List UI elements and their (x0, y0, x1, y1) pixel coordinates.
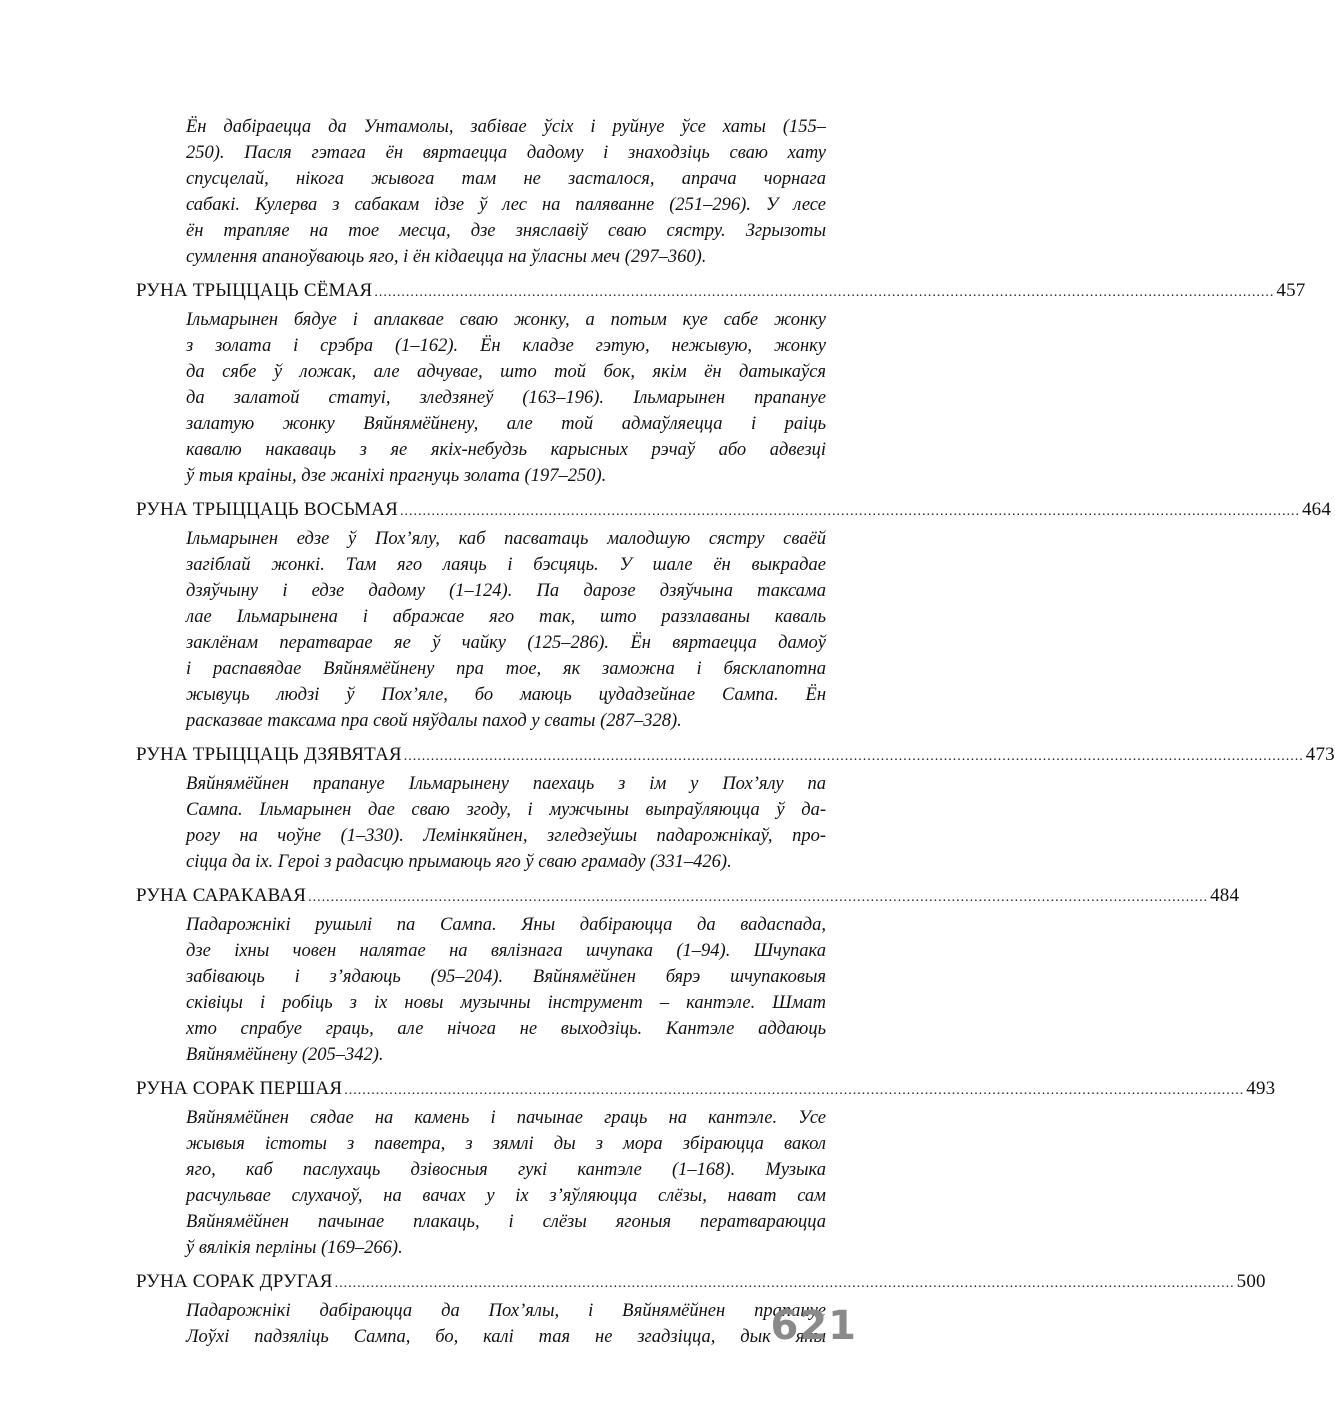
description-line: загіблай жонкі. Там яго лаяць і бэсцяць. У шале ён выкрадае (186, 555, 826, 575)
description-line: Лоўхі падзяліць Сампа, бо, калі тая не згадзіцца, дык яны (186, 1327, 826, 1347)
description-line: расказвае таксама пра свой няўдалы паход у сваты (287–328). (186, 711, 682, 731)
description-line: Ён дабіраецца да Унтамолы, забівае ўсіх і руйнуе ўсе хаты (155– (186, 117, 826, 137)
dot-leader: ........................................................................................................................................................................................................ (308, 890, 1209, 905)
chapter-summary (186, 1298, 826, 1350)
chapter-title: РУНА СОРАК ПЕРШАЯ (136, 1078, 343, 1099)
description-line: спусцелай, нікога жывога там не засталося, апрача чорнага (186, 169, 826, 189)
toc-entries (136, 277, 1335, 1350)
description-line: Падарожнікі рушылі па Сампа. Яны дабіраюцца да вадаспада, (186, 915, 826, 935)
description-line: Сампа. Ільмарынен дае сваю згоду, і мужчыны выпраўляюцца ў да- (186, 800, 826, 820)
description-line: Ільмарынен бядуе і аплаквае сваю жонку, а потым куе сабе жонку (186, 310, 826, 330)
chapter-title: РУНА СОРАК ДРУГАЯ (136, 1271, 333, 1292)
description-line: расчульвае слухачоў, на вачах у іх з’яўляюцца слёзы, нават сам (186, 1186, 826, 1206)
description-line: Падарожнікі дабіраюцца да Пох’ялы, і Вяйнямёйнен прапануе (186, 1301, 826, 1321)
description-line: лае Ільмарынена і абражае яго так, што раззлаваны каваль (186, 607, 826, 627)
chapter-title: РУНА САРАКАВАЯ (136, 885, 307, 906)
chapter-summary (186, 912, 826, 1068)
toc-entry (136, 741, 1335, 875)
chapter-page-number: 500 (1236, 1271, 1266, 1292)
description-line: да залатой статуі, зледзянеў (163–196). Ільмарынен прапануе (186, 388, 826, 408)
description-line: ў тыя краіны, дзе жаніхі прагнуць золата (197–250). (186, 466, 607, 486)
chapter-summary (186, 307, 826, 489)
description-line: ў вялікія перліны (169–266). (186, 1238, 403, 1258)
chapter-summary (186, 1105, 826, 1261)
chapter-page-number: 457 (1276, 280, 1306, 301)
toc-entry (136, 1075, 1276, 1261)
chapter-title: РУНА ТРЫЦЦАЦЬ СЁМАЯ (136, 280, 373, 301)
toc-entry-heading (136, 1075, 1276, 1105)
chapter-page-number: 464 (1301, 499, 1332, 520)
chapter-summary (186, 771, 826, 875)
description-line: хто спрабуе граць, але нічога не выходзіць. Кантэле аддаюць (186, 1019, 826, 1039)
toc-entry (136, 277, 1306, 489)
description-line: дзе іхны човен налятае на вялізнага шчупака (1–94). Шчупака (186, 941, 826, 961)
chapter-summary (186, 526, 826, 734)
description-line: Вяйнямёйнен сядае на камень і пачынае граць на кантэле. Усе (186, 1108, 826, 1128)
toc-entry-heading (136, 277, 1306, 307)
description-line: Ільмарынен едзе ў Пох’ялу, каб пасватаць малодшую сястру сваёй (186, 529, 826, 549)
description-line: заклёнам ператварае яе ў чайку (125–286). Ён вяртаецца дамоў (186, 633, 826, 653)
toc-entry-heading (136, 741, 1335, 771)
dot-leader: ........................................................................................................................................................................................................ (399, 504, 1300, 519)
toc-entry (136, 496, 1332, 734)
description-line: Вяйнямёйнен пачынае плакаць, і слёзы ягоныя ператвараюцца (186, 1212, 826, 1232)
toc-entry-heading (136, 1268, 1266, 1298)
chapter-title: РУНА ТРЫЦЦАЦЬ ВОСЬМАЯ (136, 499, 398, 520)
description-line: Вяйнямёйнену (205–342). (186, 1045, 384, 1065)
dot-leader: ........................................................................................................................................................................................................ (374, 285, 1275, 300)
description-line: сумлення апаноўваюць яго, і ён кідаецца на ўласны меч (297–360). (186, 247, 707, 267)
chapter-page-number: 484 (1210, 885, 1240, 906)
toc-entry (136, 882, 1240, 1068)
dot-leader: ........................................................................................................................................................................................................ (403, 749, 1304, 764)
description-line: рогу на чоўне (1–330). Лемінкяйнен, згледзеўшы падарожнікаў, про- (186, 826, 826, 846)
toc-entry-heading (136, 496, 1332, 526)
toc-entry-heading (136, 882, 1240, 912)
description-line: 250). Пасля гэтага ён вяртаецца дадому і знаходзіць сваю хату (186, 143, 826, 163)
description-line: залатую жонку Вяйнямёйнену, але той адмаўляецца і раіць (186, 414, 826, 434)
description-line: забіваюць і з’ядаюць (95–204). Вяйнямёйнен бярэ шчупаковыя (186, 967, 826, 987)
chapter-page-number: 473 (1305, 744, 1335, 765)
description-line: сківіцы і робіць з іх новы музычны інструмент – кантэле. Шмат (186, 993, 826, 1013)
toc-entry (136, 1268, 1266, 1350)
description-line: дзяўчыну і едзе дадому (1–124). Па дарозе дзяўчына таксама (186, 581, 826, 601)
description-line: ён трапляе на тое месца, дзе зняславіў сваю сястру. Згрызоты (186, 221, 826, 241)
description-line: Вяйнямёйнен прапануе Ільмарынену паехаць з ім у Пох’ялу па (186, 774, 826, 794)
intro-description (186, 114, 826, 270)
page-number: 621 (770, 1303, 857, 1349)
description-line: сіцца да іх. Героі з радасцю прымаюць яго ў сваю грамаду (331–426). (186, 852, 732, 872)
description-line: жывуць людзі ў Пох’яле, бо маюць цудадзейнае Сампа. Ён (186, 685, 826, 705)
description-line: кавалю накаваць з яе якіх-небудзь карысных рэчаў або адвезці (186, 440, 826, 460)
description-line: да сябе ў ложак, але адчувае, што той бок, якім ён датыкаўся (186, 362, 826, 382)
description-line: яго, каб паслухаць дзівосныя гукі кантэле (1–168). Музыка (186, 1160, 826, 1180)
dot-leader: ........................................................................................................................................................................................................ (344, 1083, 1245, 1098)
dot-leader: ........................................................................................................................................................................................................ (334, 1276, 1235, 1291)
description-line: жывыя істоты з паветра, з зямлі ды з мора збіраюцца вакол (186, 1134, 826, 1154)
description-line: і распавядае Вяйнямёйнену пра тое, як заможна і бясклапотна (186, 659, 826, 679)
chapter-page-number: 493 (1246, 1078, 1276, 1099)
description-line: сабакі. Кулерва з сабакам ідзе ў лес на паляванне (251–296). У лесе (186, 195, 826, 215)
table-of-contents (136, 114, 1335, 1350)
chapter-title: РУНА ТРЫЦЦАЦЬ ДЗЯВЯТАЯ (136, 744, 402, 765)
description-line: з золата і срэбра (1–162). Ён кладзе гэтую, нежывую, жонку (186, 336, 826, 356)
